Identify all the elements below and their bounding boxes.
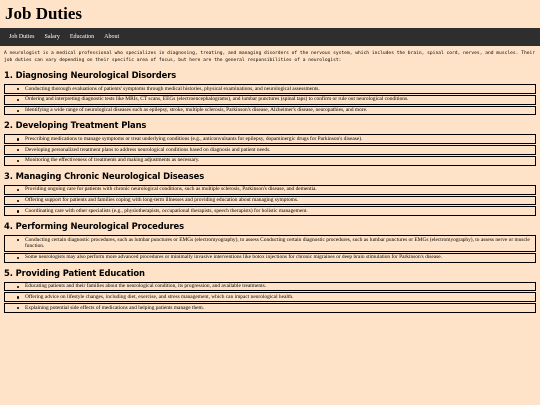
section-education xyxy=(4,268,536,313)
nav-link-about[interactable]: About xyxy=(104,34,120,40)
nav-link-job-duties[interactable]: Job Duties xyxy=(9,34,35,40)
page-title: Job Duties xyxy=(5,4,82,23)
section-title: 3. Managing Chronic Neurological Diseases xyxy=(4,170,205,181)
section-title: 1. Diagnosing Neurological Disorders xyxy=(4,70,177,80)
list-item: Monitoring the effectiveness of treatments and making adjustments as necessary. xyxy=(4,156,536,166)
main-content xyxy=(0,46,540,313)
nav-link-education[interactable]: Education xyxy=(69,34,95,40)
intro-paragraph: A neurologist is a medical professional who specializes in diagnosing, treating, and managing disorders of the nervous system, which includes the brain, spinal cord, nerves, and muscles. Their job duties can vary depending on their specific area of focus, but here are the general responsibilities of a neurologist: xyxy=(4,51,536,63)
section-title: 5. Providing Patient Education xyxy=(4,267,145,278)
duty-list xyxy=(4,282,536,313)
list-item: Offering support for patients and families coping with long-term illnesses and providing education about managing symptoms. xyxy=(4,196,536,206)
list-item: Educating patients and their families about the neurological condition, its progression, and available treatments. xyxy=(4,282,536,292)
top-nav xyxy=(0,28,540,46)
duty-list xyxy=(4,185,536,216)
nav-link-salary[interactable]: Salary xyxy=(44,34,60,40)
section-title: 2. Developing Treatment Plans xyxy=(4,120,147,131)
list-item: Prescribing medications to manage symptoms or treat underlying conditions (e.g., anticonvulsants for epilepsy, dopaminergic drugs for Parkinson's disease). xyxy=(4,134,536,144)
section-title: 4. Performing Neurological Procedures xyxy=(4,221,185,232)
list-item: Explaining potential side effects of medications and helping patients manage them. xyxy=(4,303,536,313)
section-chronic xyxy=(4,171,536,216)
list-item: Some neurologists may also perform more advanced procedures or minimally invasive interventions like botox injections for chronic migraines or deep brain stimulation for Parkinson's disease. xyxy=(4,253,536,263)
duty-list xyxy=(4,235,536,262)
page-header xyxy=(0,0,540,28)
section-treatment xyxy=(4,120,536,165)
list-item: Conducting thorough evaluations of patients' symptoms through medical histories, physical examinations, and neurological assessments. xyxy=(4,84,536,94)
duty-list xyxy=(4,134,536,165)
section-diagnosing xyxy=(4,70,536,115)
list-item: Ordering and interpreting diagnostic tests like MRIs, CT scans, EEGs (electroencephalograms), and lumbar punctures (spinal taps) to confirm or rule out neurological conditions. xyxy=(4,95,536,105)
list-item: Offering advice on lifestyle changes, including diet, exercise, and stress management, which can impact neurological health. xyxy=(4,292,536,302)
list-item: Developing personalized treatment plans to address neurological conditions based on diagnosis and patient needs. xyxy=(4,145,536,155)
duty-list xyxy=(4,84,536,115)
list-item: Providing ongoing care for patients with chronic neurological conditions, such as multiple sclerosis, Parkinson's disease, and dementia. xyxy=(4,185,536,195)
list-item: Identifying a wide range of neurological diseases such as epilepsy, stroke, multiple sclerosis, Parkinson's disease, Alzheimer's disease, neuropathies, and more. xyxy=(4,106,536,116)
section-procedures xyxy=(4,221,536,262)
list-item: Coordinating care with other specialists (e.g., physiotherapists, occupational therapists, speech therapists) for holistic management. xyxy=(4,206,536,216)
list-item: Conducting certain diagnostic procedures, such as lumbar punctures or EMGs (electromyography), to assess Conducting certain diagnostic procedures, such as lumbar punctures or EMGs (electromyography), to assess nerve or muscle function. xyxy=(4,235,536,252)
